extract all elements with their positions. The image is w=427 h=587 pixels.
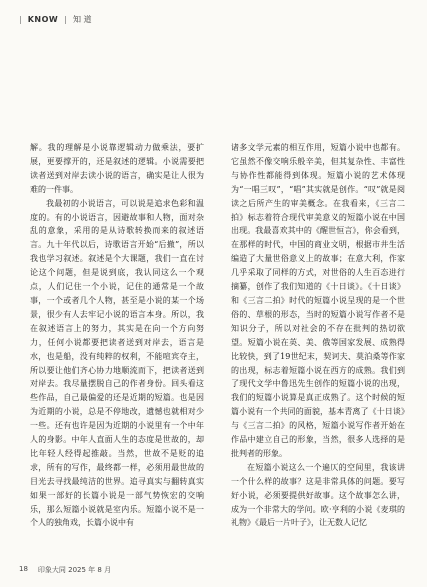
right-column xyxy=(231,141,405,530)
running-header xyxy=(19,14,91,25)
header-divider: | xyxy=(64,15,67,24)
paragraph: 解。我的理解是小说靠逻辑动力做乘法，要扩展，更要撑开的，还是叙述的逻辑。小说需要把读者送到对岸去读小说的语言，确实是让人很为难的一件事。 xyxy=(30,143,204,194)
header-section: 知 道 xyxy=(72,15,92,24)
header-divider: | xyxy=(19,15,22,24)
page-number: 18 xyxy=(19,565,28,573)
paragraph: 我最初的小说语言，可以说是追求色彩和温度的。有的小说语言，因避故事和人物，面对杂乱的意象，采用的是从诗歌转换而来的叙述语言。九十年代以后，诗歌语言开始“后撤”，所以我也学习叙述。叙述是个大课题，我们一直在讨论这个问题，但是说到底，我认同这么一个观点，人们记住一个小说，记住的通常是一个故事，一个或者几个人物，甚至是小说的某一个场景，很少有人去牢记小说的语言本身。所以，我在叙述语言上的努力，其实是在向一个方向努力，任何小说都要把读者送到对岸去，语言是水，也是船，没有纯粹的权利，不能喧宾夺主，所以要让他们齐心协力地顺流而下，把读者送到对岸去。我尽量摆脱自己的作者身份。回头看这些作品，自己最偏爱的还是近期的短篇。也是因为近期的小说，总是不停地改，遗憾也就相对少一些。还有也许是因为近期的小说里有一个中年人的身影。中年人直面人生的态度是世故的，却比年轻人经得起推敲。当然，世故不是贬的追求，所有的写作，最终都一样，必须用最世故的目光去寻找最纯洁的世界。追寻真实与翻转真实如果一部好的长篇小说是一部气势恢宏的交响乐，那么短篇小说就是室内乐。短篇小说不是一个人的独角戏，长篇小说中有 xyxy=(30,198,204,528)
paragraph: 诸多文学元素的相互作用，短篇小说中也都有。它虽然不像交响乐般辛美，但其复杂性、丰富性与协作性都能得到体现。短篇小说的艺术体现为“一唱三叹”，“唱”其实就是创作。“叹”就是阅读之后所产生的审美概念。在我看来，《三言二拍》标志着符合现代审美意义的短篇小说在中国出现。我最喜欢其中的《醒世恒言》，你会看到，在那样的时代，中国的商业文明，根据市井生活编造了大量世俗意义上的故事；在意大利，作家几乎采取了同样的方式，对世俗的人生百态进行摘纂，创作了我们知道的《十日谈》。《十日谈》和《三言二拍》时代的短篇小说呈现的是一个世俗的、草根的形态，当时的短篇小说写作者不是知识分子，所以对社会的不存在批判的热切欲望。短篇小说在英、美、俄等国家发展、成熟得比较快，到了19世纪末，契诃夫、莫泊桑等作家的出现，标志着短篇小说在西方的成熟。我们到了现代文学中鲁迅先生创作的短篇小说的出现，我们的短篇小说算是真正成熟了。这个时候的短篇小说有一个共同的面貌，基本青离了《十日谈》与《三言二拍》的风格，短篇小说写作者开始在作品中建立自己的形象，当然，很多人选择的是批判者的形象。 xyxy=(231,143,405,458)
header-brand: KNOW xyxy=(27,15,59,24)
left-column xyxy=(30,141,204,530)
page-footer xyxy=(19,565,111,575)
paragraph: 在短篇小说这么一个遍仄的空间里，我该讲一个什么样的故事？这是非常具体的问题。要写好小说，必须要提供好故事。这个故事怎么讲，成为一个非常大的学问。欧·亨利的小说《麦琪的礼物》《最后一片叶子》，让无数人记忆 xyxy=(231,462,405,528)
issue-label: 印象大同 2025 年 8 月 xyxy=(37,566,112,574)
